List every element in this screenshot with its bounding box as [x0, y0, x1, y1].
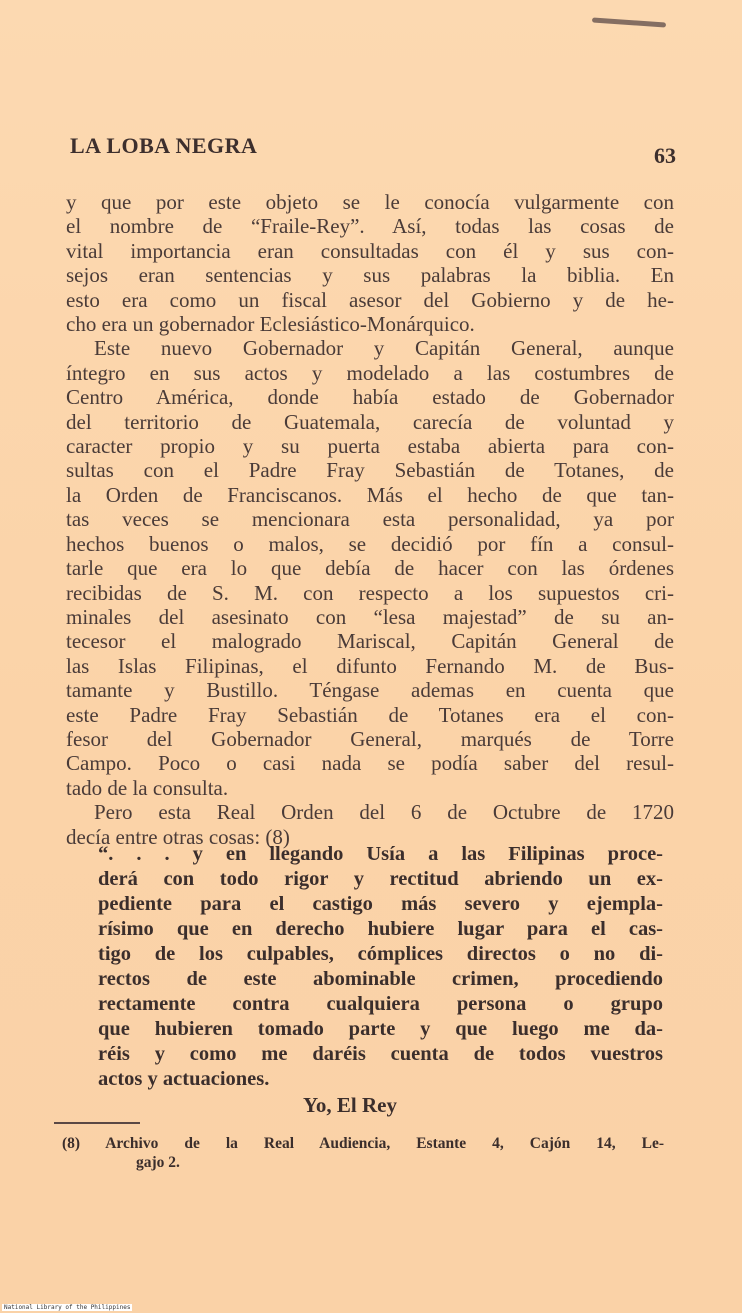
text-line: el nombre de “Fraile-Rey”. Así, todas las cosas de — [66, 214, 674, 239]
footnote — [62, 1134, 664, 1172]
text-line: hechos buenos o malos, se decidió por fín a consul- — [66, 531, 674, 556]
quote-line: rísimo que en derecho hubiere lugar para el cas- — [98, 918, 663, 940]
running-head — [70, 133, 676, 168]
footnote-line: gajo 2. — [136, 1154, 180, 1171]
body-text — [66, 190, 674, 849]
text-line: caracter propio y su puerta estaba abierta para con- — [66, 434, 674, 459]
library-credit: National Library of the Philippines — [4, 1304, 131, 1311]
quote-line: derá con todo rigor y rectitud abriendo un ex- — [98, 868, 663, 890]
text-line: del territorio de Guatemala, carecía de voluntad y — [66, 409, 674, 434]
quote-line: “. . . y en llegando Usía a las Filipinas proce- — [98, 843, 663, 865]
royal-order-quote — [98, 842, 663, 1092]
text-line: Pero esta Real Orden del 6 de Octubre de 1720 — [94, 800, 674, 825]
quote-line: que hubieren tomado parte y que luego me da- — [98, 1018, 663, 1040]
text-line: cho era un gobernador Eclesiástico-Monárquico. — [66, 312, 475, 337]
text-line: tas veces se mencionara esta personalidad, ya por — [66, 507, 674, 532]
text-line: minales del asesinato con “lesa majestad” de su an- — [66, 604, 674, 629]
quote-line: rectamente contra cualquiera persona o grupo — [98, 993, 663, 1015]
text-line: sejos eran sentencias y sus palabras la biblia. En — [66, 263, 674, 288]
text-line: íntegro en sus actos y modelado a las costumbres de — [66, 360, 674, 385]
quote-line: actos y actuaciones. — [98, 1068, 270, 1090]
running-title: LA LOBA NEGRA — [70, 133, 258, 158]
text-line: Este nuevo Gobernador y Capitán General, aunque — [94, 336, 674, 361]
text-line: las Islas Filipinas, el difunto Fernando M. de Bus- — [66, 653, 674, 678]
text-line: recibidas de S. M. con respecto a los supuestos cri- — [66, 580, 674, 605]
quote-line: tigo de los culpables, cómplices directos o no di- — [98, 943, 663, 965]
text-line: tado de la consulta. — [66, 775, 229, 800]
text-line: tamante y Bustillo. Téngase ademas en cuenta que — [66, 678, 674, 703]
text-line: este Padre Fray Sebastián de Totanes era el con- — [66, 702, 674, 727]
text-line: fesor del Gobernador General, marqués de Torre — [66, 726, 674, 751]
page-number: 63 — [654, 143, 676, 168]
text-line: Campo. Poco o casi nada se podía saber del resul- — [66, 751, 674, 776]
quote-line: pediente para el castigo más severo y ejempla- — [98, 893, 663, 915]
text-line: sultas con el Padre Fray Sebastián de Totanes, de — [66, 458, 674, 483]
text-line: y que por este objeto se le conocía vulgarmente con — [66, 190, 674, 214]
footnote-line: (8) Archivo de la Real Audiencia, Estante 4, Cajón 14, Le- — [62, 1135, 664, 1152]
footnote-divider — [54, 1122, 140, 1124]
text-line: esto era como un fiscal asesor del Gobierno y de he- — [66, 287, 674, 312]
quote-line: réis y como me daréis cuenta de todos vuestros — [98, 1043, 663, 1065]
text-line: Centro América, donde había estado de Gobernador — [66, 385, 674, 410]
text-line: decía entre otras cosas: (8) — [66, 824, 290, 849]
text-line: la Orden de Franciscanos. Más el hecho de que tan- — [66, 482, 674, 507]
text-line: vital importancia eran consultadas con él y sus con- — [66, 238, 674, 263]
text-line: tarle que era lo que debía de hacer con las órdenes — [66, 556, 674, 581]
signature: Yo, El Rey — [303, 1093, 397, 1117]
quote-line: rectos de este abominable crimen, procediendo — [98, 968, 663, 990]
text-line: tecesor el malogrado Mariscal, Capitán General de — [66, 629, 674, 654]
ink-mark — [592, 17, 666, 27]
